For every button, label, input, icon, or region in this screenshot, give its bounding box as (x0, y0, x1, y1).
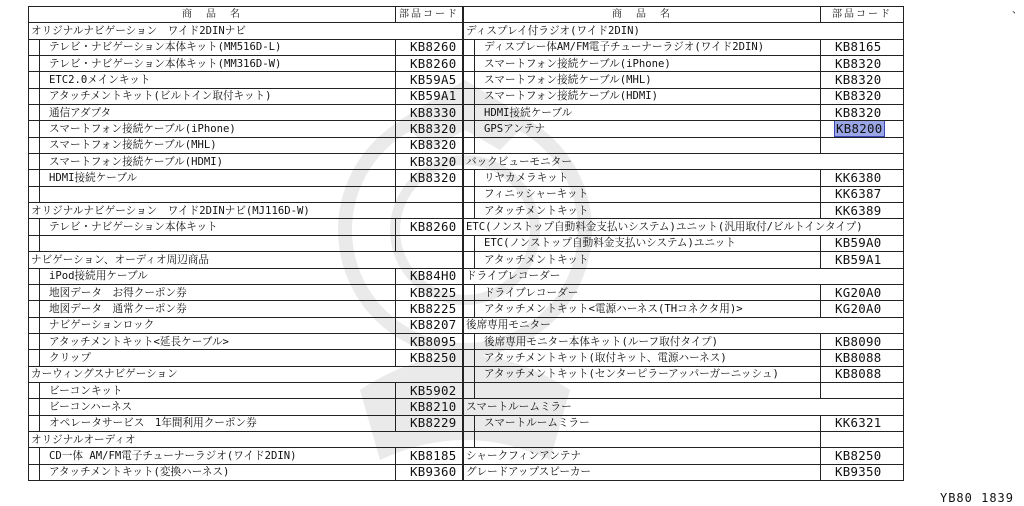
item-name-text: ビーコンハーネス (49, 400, 133, 413)
part-code: KB8088 (821, 366, 904, 382)
item-name (464, 186, 821, 202)
category-row (464, 268, 904, 284)
part-code (821, 137, 904, 153)
item-name-text: テレビ・ナビゲーション本体キット (49, 221, 218, 234)
item-name (464, 415, 821, 431)
item-name (29, 382, 396, 398)
item-name (29, 317, 396, 333)
item-name (464, 170, 821, 186)
category-name: スマートルームミラー (464, 399, 904, 415)
part-code: KB8320 (821, 88, 904, 104)
item-name-text: スマートフォン接続ケーブル(HDMI) (484, 90, 658, 103)
category-row (29, 203, 463, 219)
part-code: KB8330 (396, 105, 463, 121)
item-name-text: スマートフォン接続ケーブル(iPhone) (49, 123, 236, 136)
item-name-text: テレビ・ナビゲーション本体キット(MM516D-L) (49, 41, 282, 54)
header-product-name: 商 品 名 (464, 7, 821, 23)
item-name (464, 121, 821, 137)
item-name-text: 地図データ 通常クーポン券 (49, 302, 187, 315)
category-row (464, 23, 904, 39)
table-row (29, 464, 463, 480)
item-name-text: アタッチメントキット(センターピラーアッパーガーニッシュ) (484, 368, 779, 381)
item-name-text (466, 139, 484, 151)
part-code: KB8260 (396, 219, 463, 235)
part-code: KB8320 (396, 121, 463, 137)
item-name (29, 56, 396, 72)
table-row (464, 235, 904, 251)
item-name (464, 105, 821, 121)
item-name (464, 252, 821, 268)
part-code: KB8320 (821, 56, 904, 72)
item-name-text: ドライブレコーダー (484, 286, 579, 299)
item-name (29, 350, 396, 366)
table-header-row (29, 7, 463, 23)
part-code: KB9360 (396, 464, 463, 480)
item-name (464, 284, 821, 300)
part-code: KB8320 (821, 105, 904, 121)
item-name-text: スマートフォン接続ケーブル(HDMI) (49, 155, 223, 168)
item-name-text: HDMI接続ケーブル (484, 106, 573, 119)
part-code: KB8225 (396, 284, 463, 300)
item-name (29, 399, 396, 415)
category-row (29, 252, 463, 268)
table-row (464, 88, 904, 104)
item-name-text: アタッチメントキット<延長ケーブル> (49, 335, 229, 348)
item-name-text: テレビ・ナビゲーション本体キット(MM316D-W) (49, 57, 282, 70)
part-code (396, 186, 463, 202)
item-name-text: スマートルームミラー (484, 417, 590, 430)
part-code: KB59A5 (396, 72, 463, 88)
item-name (464, 366, 821, 382)
table-row (29, 350, 463, 366)
item-name-text: ビーコンキット (49, 384, 123, 397)
part-code: KB84H0 (396, 268, 463, 284)
table-row (464, 170, 904, 186)
item-name (29, 105, 396, 121)
table-row (464, 350, 904, 366)
table-row (464, 137, 904, 153)
item-name-text (31, 237, 49, 249)
item-name (464, 88, 821, 104)
item-name (464, 350, 821, 366)
table-row (464, 382, 904, 398)
category-name: バックビューモニター (464, 154, 904, 170)
item-name-text: ナビゲーションロック (49, 319, 155, 332)
table-row (29, 154, 463, 170)
part-code (396, 235, 463, 251)
item-name (29, 464, 396, 480)
table-row (29, 235, 463, 251)
part-code (821, 121, 904, 137)
item-name (29, 235, 396, 251)
part-code: KB8320 (821, 72, 904, 88)
item-name-text: アタッチメントキット (484, 253, 589, 266)
category-name: 後席専用モニター (464, 317, 904, 333)
table-row (29, 121, 463, 137)
item-name (464, 431, 821, 447)
category-row (464, 219, 904, 235)
category-name: グレードアップスピーカー (464, 464, 821, 480)
item-name (464, 72, 821, 88)
item-name (464, 382, 821, 398)
table-row (29, 72, 463, 88)
item-name-text (31, 188, 49, 200)
item-name-text: アタッチメントキット(ビルトイン取付キット) (49, 90, 272, 103)
part-code: KG20A0 (821, 284, 904, 300)
item-name-text: リヤカメラキット (484, 172, 569, 185)
category-name: オリジナルナビゲーション ワイド2DINナビ(MJ116D-W) (29, 203, 463, 219)
item-name (464, 301, 821, 317)
highlighted-part-code[interactable]: KB8200 (836, 121, 883, 137)
category-row (29, 366, 463, 382)
item-name (29, 448, 396, 464)
part-code: KB8165 (821, 39, 904, 55)
category-row (464, 317, 904, 333)
table-row (464, 333, 904, 349)
category-name: オリジナルオーディオ (29, 431, 463, 447)
item-name (464, 203, 821, 219)
item-name (29, 137, 396, 153)
item-name-text (466, 434, 484, 446)
item-name (464, 333, 821, 349)
item-name-text: CD一体 AM/FM電子チューナーラジオ(ワイド2DIN) (49, 449, 297, 462)
part-code: KB9350 (821, 464, 904, 480)
item-name-text: アタッチメントキット(変換ハーネス) (49, 466, 230, 479)
part-code: KB59A1 (396, 88, 463, 104)
table-row (29, 415, 463, 431)
item-name (464, 137, 821, 153)
part-code: KB8250 (821, 448, 904, 464)
item-name-text: 後席専用モニター本体キット(ルーフ取付タイプ) (484, 335, 718, 348)
item-name-text: スマートフォン接続ケーブル(iPhone) (484, 57, 671, 70)
part-code: KG20A0 (821, 301, 904, 317)
part-code: KB8260 (396, 39, 463, 55)
table-row (29, 284, 463, 300)
item-name-text: アタッチメントキット (484, 204, 589, 217)
item-name-text: GPSアンテナ (484, 123, 546, 136)
part-code: KB59A1 (821, 252, 904, 268)
category-row (464, 464, 904, 480)
table-row (464, 284, 904, 300)
item-name-text: 通信アダプタ (49, 106, 112, 119)
table-row (464, 366, 904, 382)
item-name-text: ディスプレー体AM/FM電子チューナーラジオ(ワイド2DIN) (484, 41, 765, 54)
item-name-text: iPod接続用ケーブル (49, 270, 148, 283)
category-name: ETC(ノンストップ自動料金支払いシステム)ユニット(汎用取付/ビルトインタイプ) (464, 219, 904, 235)
item-name (29, 39, 396, 55)
item-name-text: オペレータサービス 1年間利用クーポン券 (49, 417, 257, 430)
corner-mark: 、 (1012, 5, 1022, 16)
part-code: KB8095 (396, 333, 463, 349)
item-name-text: ETC2.0メインキット (49, 74, 151, 87)
item-name (29, 219, 396, 235)
header-part-code: 部品コード (396, 7, 463, 23)
table-row (464, 39, 904, 55)
left-parts-table (28, 6, 463, 481)
table-header-row (464, 7, 904, 23)
part-code: KB8320 (396, 170, 463, 186)
part-code: KB8320 (396, 137, 463, 153)
item-name (29, 186, 396, 202)
part-code: KB8185 (396, 448, 463, 464)
part-code: KB8207 (396, 317, 463, 333)
part-code: KB8250 (396, 350, 463, 366)
item-name (29, 415, 396, 431)
item-name (29, 72, 396, 88)
table-row (29, 186, 463, 202)
part-code (821, 382, 904, 398)
table-row (464, 121, 904, 137)
part-code: KB8088 (821, 350, 904, 366)
header-part-code: 部品コード (821, 7, 904, 23)
category-row (29, 431, 463, 447)
table-row (464, 105, 904, 121)
table-row (29, 317, 463, 333)
right-parts-table (463, 6, 904, 481)
header-product-name: 商 品 名 (29, 7, 396, 23)
item-name (29, 121, 396, 137)
part-code: KB8225 (396, 301, 463, 317)
part-code: KK6321 (821, 415, 904, 431)
category-row (464, 154, 904, 170)
part-code: KB8260 (396, 56, 463, 72)
table-row (464, 56, 904, 72)
table-row (29, 333, 463, 349)
item-name-text (466, 385, 484, 397)
part-code: KK6387 (821, 186, 904, 202)
table-row (29, 301, 463, 317)
category-row (29, 23, 463, 39)
table-row (29, 382, 463, 398)
item-name (29, 170, 396, 186)
item-name (29, 333, 396, 349)
item-name (29, 154, 396, 170)
table-row (29, 56, 463, 72)
table-row (464, 72, 904, 88)
item-name (29, 301, 396, 317)
item-name (29, 88, 396, 104)
table-row (464, 252, 904, 268)
document-id: YB80 1839 (939, 491, 1014, 505)
item-name-text: ETC(ノンストップ自動料金支払いシステム)ユニット (484, 237, 736, 250)
item-name (464, 39, 821, 55)
category-name: ドライブレコーダー (464, 268, 904, 284)
item-name (464, 56, 821, 72)
table-row (29, 170, 463, 186)
category-row (464, 448, 904, 464)
category-name: オリジナルナビゲーション ワイド2DINナビ (29, 23, 463, 39)
item-name (29, 284, 396, 300)
category-name: ナビゲーション、オーディオ周辺商品 (29, 252, 463, 268)
table-row (29, 105, 463, 121)
item-name (464, 235, 821, 251)
part-code: KB8229 (396, 415, 463, 431)
item-name-text: スマートフォン接続ケーブル(MHL) (484, 74, 652, 87)
item-name-text: 地図データ お得クーポン券 (49, 286, 187, 299)
part-code: KB5902 (396, 382, 463, 398)
table-row (464, 186, 904, 202)
table-row (29, 399, 463, 415)
item-name-text: HDMI接続ケーブル (49, 172, 138, 185)
table-row (29, 137, 463, 153)
category-name: ディスプレイ付ラジオ(ワイド2DIN) (464, 23, 904, 39)
item-name-text: アタッチメントキット<電源ハーネス(THコネクタ用)> (484, 302, 743, 315)
item-name-text: クリップ (49, 351, 91, 364)
category-row (464, 399, 904, 415)
part-code: KB59A0 (821, 235, 904, 251)
category-name: シャークフィンアンテナ (464, 448, 821, 464)
table-row (29, 448, 463, 464)
part-code (821, 431, 904, 447)
item-name-text: アタッチメントキット(取付キット、電源ハーネス) (484, 351, 727, 364)
table-row (29, 88, 463, 104)
item-name (29, 268, 396, 284)
part-code: KK6380 (821, 170, 904, 186)
table-row (464, 203, 904, 219)
part-code: KB8210 (396, 399, 463, 415)
category-name: カーウィングスナビゲーション (29, 366, 463, 382)
part-code: KB8320 (396, 154, 463, 170)
part-code: KB8090 (821, 333, 904, 349)
table-row (29, 268, 463, 284)
table-row (29, 219, 463, 235)
item-name-text: スマートフォン接続ケーブル(MHL) (49, 139, 217, 152)
part-code: KK6389 (821, 203, 904, 219)
table-row (464, 301, 904, 317)
table-row (464, 431, 904, 447)
table-row (464, 415, 904, 431)
table-row (29, 39, 463, 55)
item-name-text: フィニッシャーキット (484, 188, 589, 201)
